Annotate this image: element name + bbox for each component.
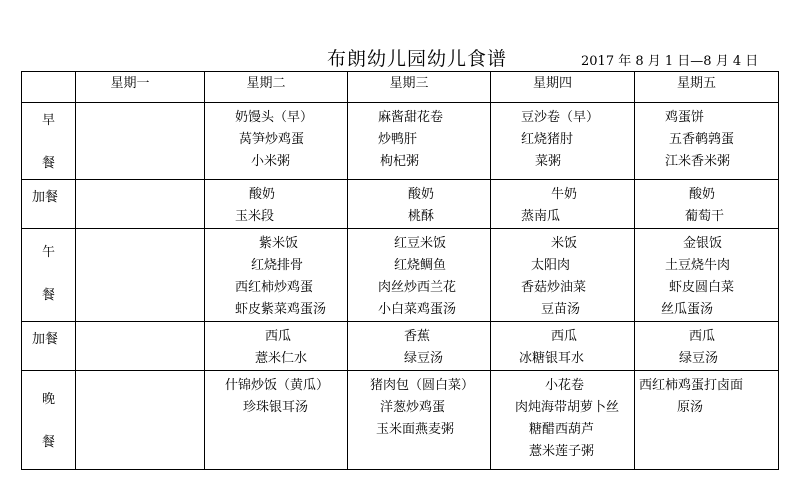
dish-item: 葡萄干 (685, 209, 725, 224)
dish-item: 猪肉包（圆白菜） (370, 378, 475, 393)
dish-item: 虾皮紫菜鸡蛋汤 (235, 302, 327, 317)
menu-cell (205, 103, 348, 180)
dish-item: 虾皮圆白菜 (669, 280, 735, 295)
dish-item: 香菇炒油菜 (521, 280, 587, 295)
meal-label-char: 餐 (41, 435, 55, 450)
lunch-row (22, 229, 779, 322)
day-header: 星期二 (205, 72, 348, 103)
dish-item: 洋葱炒鸡蛋 (380, 400, 446, 415)
dish-item: 米饭 (551, 236, 578, 251)
dish-item: 珍珠银耳汤 (243, 400, 309, 415)
menu-cell (491, 180, 635, 229)
menu-cell (76, 229, 205, 322)
day-header: 星期一 (76, 72, 205, 103)
dish-item: 酸奶 (249, 187, 276, 202)
dish-item: 绿豆汤 (404, 351, 444, 366)
menu-cell (635, 322, 779, 371)
dish-item: 奶馒头（早） (235, 110, 314, 125)
snack-row (22, 180, 779, 229)
dish-item: 炒鸭肝 (378, 132, 418, 147)
meal-label (22, 371, 76, 470)
dish-item: 西瓜 (551, 329, 578, 344)
dish-item: 菜粥 (535, 154, 562, 169)
dish-item: 紫米饭 (259, 236, 299, 251)
dish-item: 香蕉 (404, 329, 431, 344)
menu-cell (76, 103, 205, 180)
dish-item: 原汤 (677, 400, 704, 415)
day-header: 星期四 (491, 72, 635, 103)
dish-item: 酸奶 (408, 187, 435, 202)
dish-item: 牛奶 (551, 187, 578, 202)
dish-item: 西瓜 (265, 329, 292, 344)
dish-item: 西瓜 (689, 329, 716, 344)
dish-item: 小米粥 (251, 154, 291, 169)
menu-cell (491, 103, 635, 180)
dish-item: 金银饭 (683, 236, 723, 251)
dish-item: 肉丝炒西兰花 (378, 280, 457, 295)
menu-cell (635, 103, 779, 180)
dish-item: 薏米仁水 (255, 351, 308, 366)
menu-cell (76, 322, 205, 371)
dish-item: 红烧排骨 (251, 258, 304, 273)
menu-cell (635, 371, 779, 470)
snack-row (22, 322, 779, 371)
dish-item: 土豆烧牛肉 (665, 258, 731, 273)
dish-item: 鸡蛋饼 (665, 110, 705, 125)
menu-cell (205, 322, 348, 371)
meal-label-char: 午 (41, 245, 55, 260)
menu-cell (76, 371, 205, 470)
dish-item: 江米香米粥 (665, 154, 731, 169)
header-row (22, 72, 779, 103)
corner-cell (22, 72, 76, 103)
meal-label-char: 早 (41, 113, 55, 128)
dish-item: 太阳肉 (531, 258, 571, 273)
meal-label (22, 103, 76, 180)
page-title: 布朗幼儿园幼儿食谱 (327, 48, 508, 70)
dish-item: 红烧猪肘 (521, 132, 574, 147)
dish-item: 什锦炒饭（黄瓜） (225, 378, 330, 393)
menu-cell (205, 371, 348, 470)
dish-item: 麻酱甜花卷 (378, 110, 444, 125)
dish-item: 豆沙卷（早） (521, 110, 600, 125)
menu-cell (491, 322, 635, 371)
meal-label-char: 餐 (41, 288, 55, 303)
dish-item: 豆苗汤 (541, 302, 581, 317)
menu-cell (635, 229, 779, 322)
menu-cell (491, 371, 635, 470)
menu-cell (491, 229, 635, 322)
dish-item: 蒸南瓜 (521, 209, 561, 224)
meal-label-char: 餐 (41, 156, 55, 171)
dish-item: 冰糖银耳水 (519, 351, 585, 366)
menu-cell (205, 180, 348, 229)
day-header: 星期三 (348, 72, 491, 103)
dish-item: 薏米莲子粥 (529, 444, 595, 459)
meal-label (22, 180, 76, 229)
dish-item: 枸杞粥 (380, 154, 420, 169)
menu-cell (348, 180, 491, 229)
dish-item: 肉炖海带胡萝卜丝 (515, 400, 620, 415)
meal-label-text: 加餐 (32, 332, 59, 347)
menu-cell (348, 371, 491, 470)
dish-item: 莴笋炒鸡蛋 (239, 132, 305, 147)
menu-cell (205, 229, 348, 322)
dish-item: 糖醋西葫芦 (529, 422, 595, 437)
meal-label (22, 229, 76, 322)
day-header: 星期五 (635, 72, 779, 103)
dish-item: 酸奶 (689, 187, 716, 202)
dish-item: 五香鹌鹑蛋 (669, 132, 735, 147)
meal-label-text: 加餐 (32, 190, 59, 205)
menu-table (21, 71, 779, 470)
dish-item: 小白菜鸡蛋汤 (378, 302, 457, 317)
dish-item: 丝瓜蛋汤 (661, 302, 714, 317)
meal-label (22, 322, 76, 371)
menu-cell (348, 229, 491, 322)
meal-label-char: 晚 (41, 392, 55, 407)
dish-item: 西红柿炒鸡蛋 (235, 280, 314, 295)
dish-item: 西红柿鸡蛋打卤面 (639, 378, 744, 393)
dish-item: 桃酥 (408, 209, 435, 224)
menu-cell (348, 103, 491, 180)
date-range: 2017 年 8 月 1 日—8 月 4 日 (581, 54, 759, 69)
dish-item: 红烧鲷鱼 (394, 258, 447, 273)
dish-item: 小花卷 (545, 378, 585, 393)
menu-cell (635, 180, 779, 229)
dish-item: 红豆米饭 (394, 236, 447, 251)
menu-cell (348, 322, 491, 371)
dinner-row (22, 371, 779, 470)
dish-item: 玉米面燕麦粥 (376, 422, 455, 437)
dish-item: 绿豆汤 (679, 351, 719, 366)
menu-cell (76, 180, 205, 229)
dish-item: 玉米段 (235, 209, 275, 224)
breakfast-row (22, 103, 779, 180)
